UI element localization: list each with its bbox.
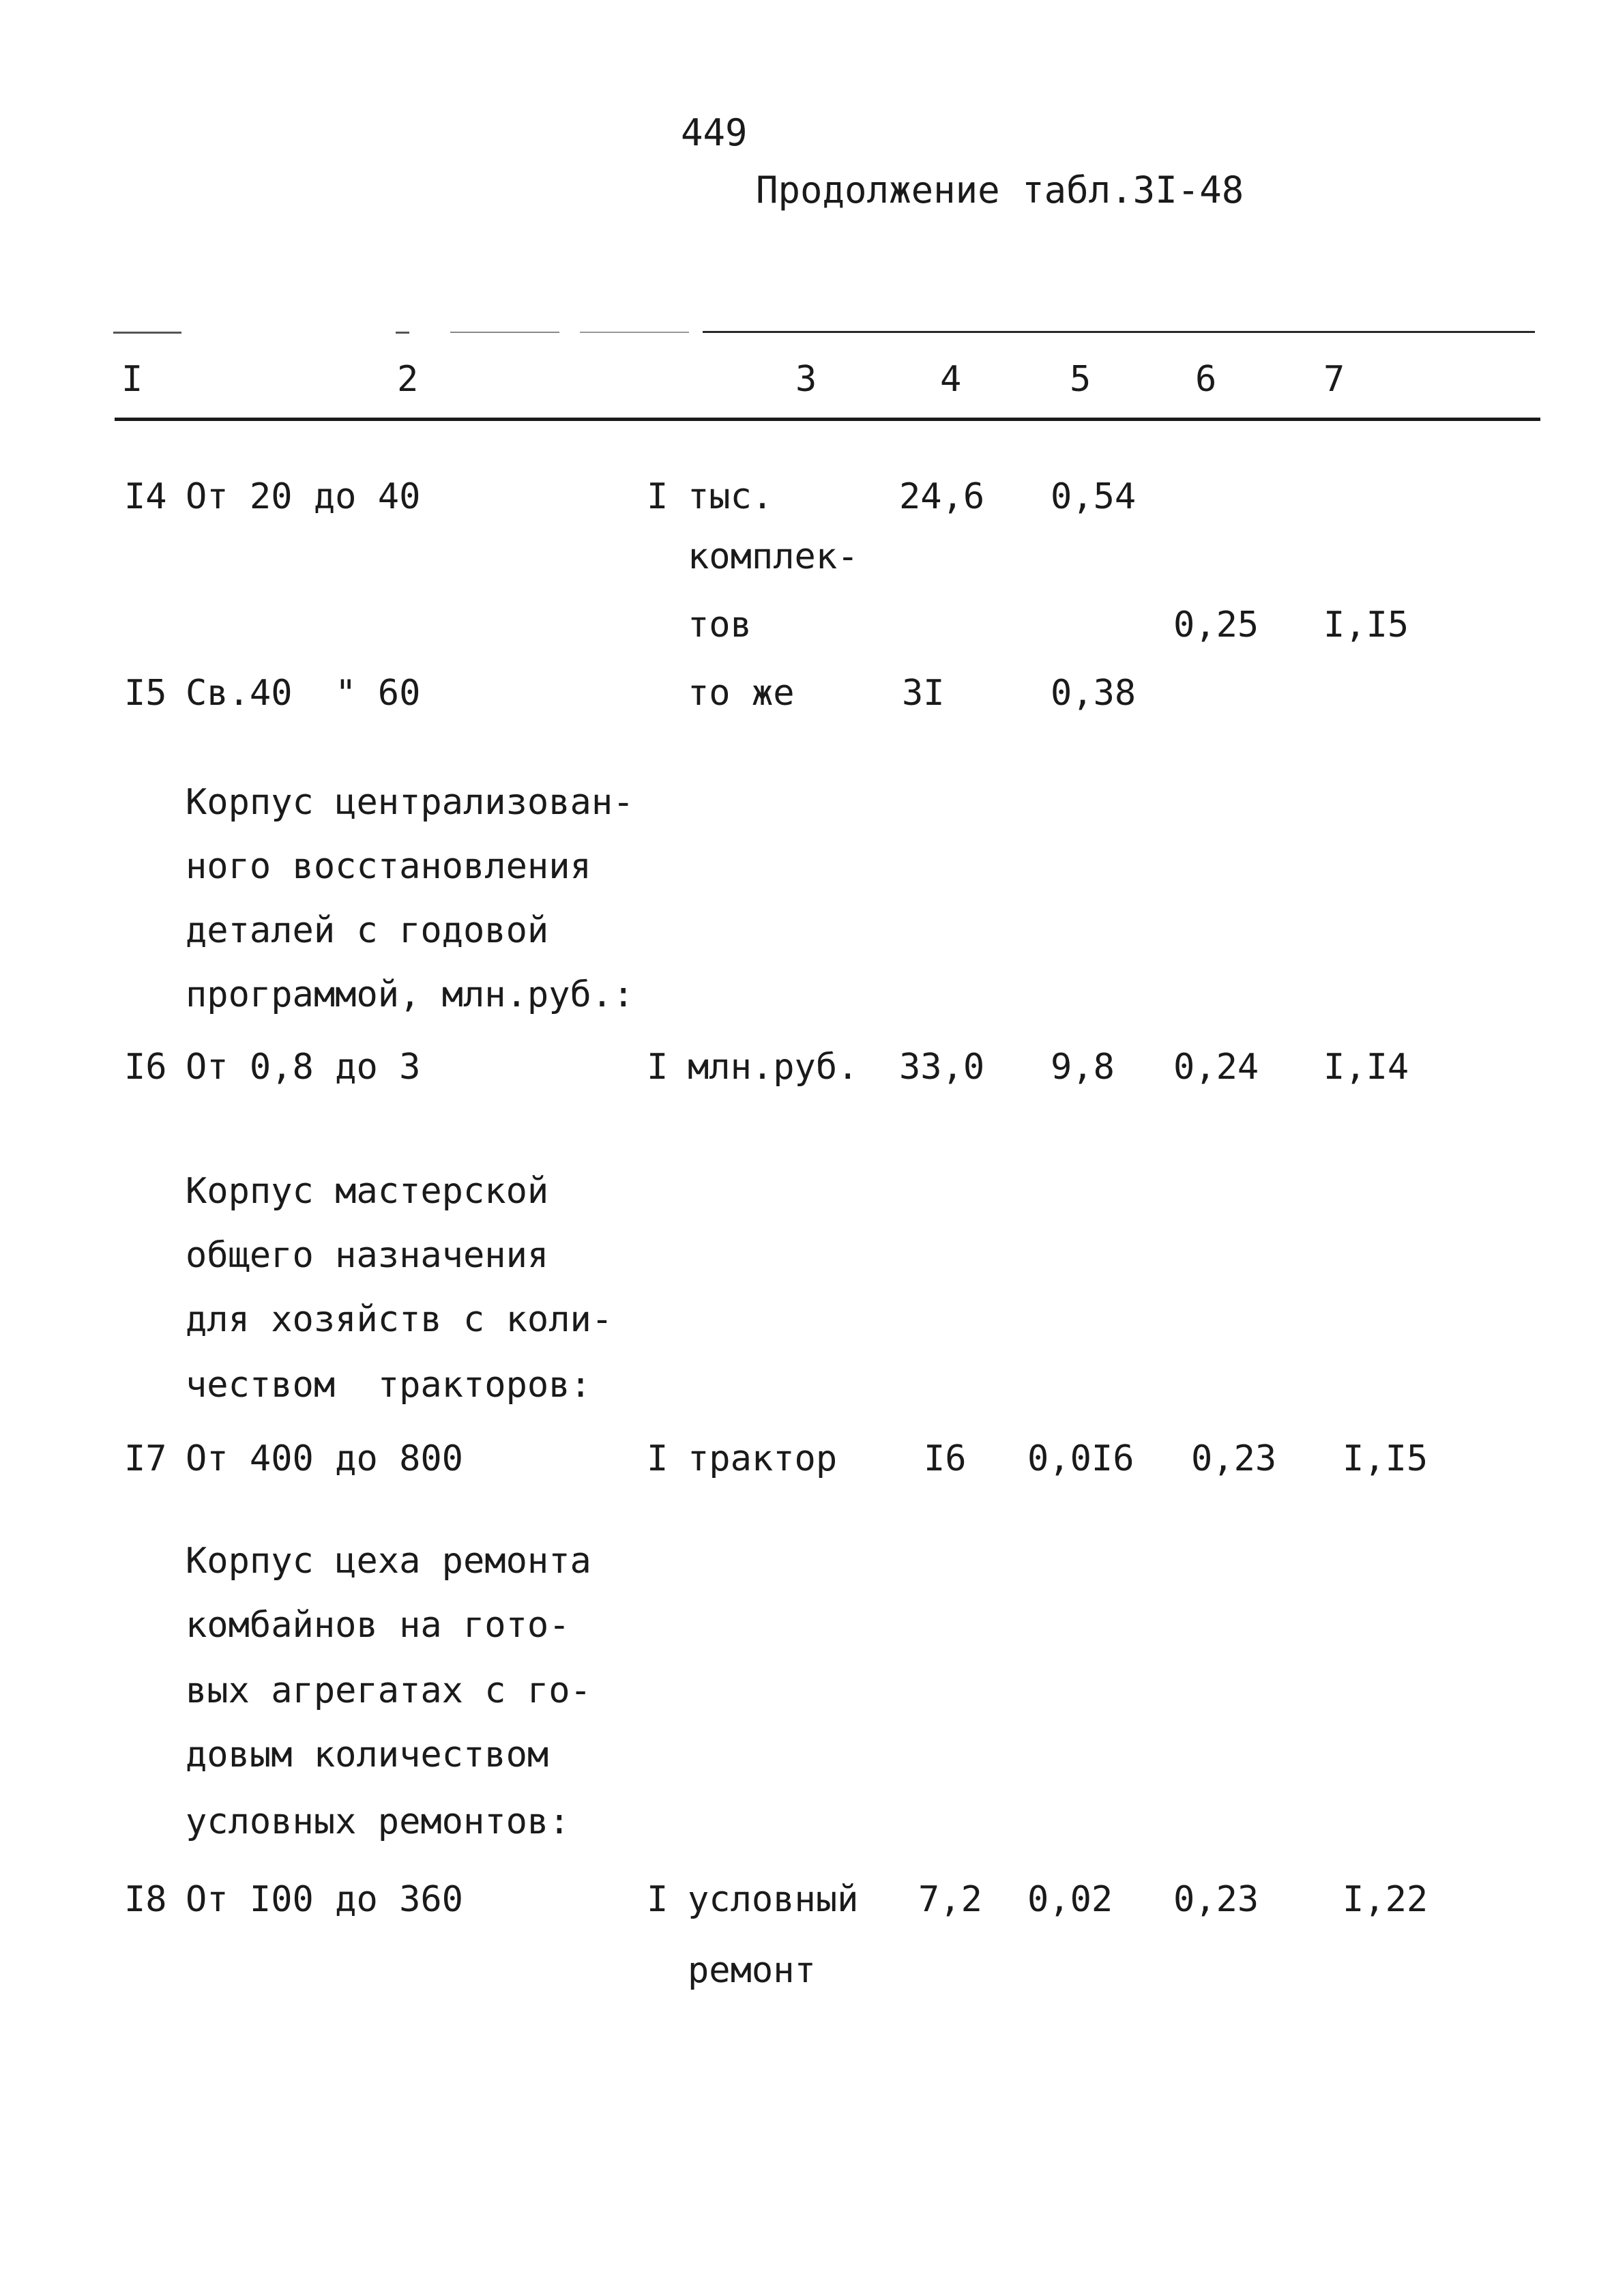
group-heading-line: деталей с годовой bbox=[186, 910, 549, 951]
row-qty: I bbox=[647, 1047, 669, 1088]
col-header-3: 3 bbox=[795, 359, 817, 400]
table-caption: Продолжение табл.3I-48 bbox=[756, 169, 1244, 212]
top-rule-fragment bbox=[580, 332, 689, 333]
group-heading-line: чеством тракторов: bbox=[186, 1365, 591, 1406]
row-col6: 0,24 bbox=[1173, 1047, 1259, 1088]
row-col5: 0,02 bbox=[1027, 1879, 1113, 1920]
col-header-6: 6 bbox=[1195, 359, 1217, 400]
page-number: 449 bbox=[681, 111, 748, 154]
row-unit: млн.руб. bbox=[688, 1047, 859, 1088]
row-col4: 3I bbox=[902, 673, 945, 714]
row-number: I5 bbox=[124, 673, 167, 714]
row-col4: I6 bbox=[924, 1438, 967, 1479]
group-heading-line: условных ремонтов: bbox=[186, 1801, 570, 1842]
row-col7: I,I5 bbox=[1343, 1438, 1428, 1479]
row-unit: тов bbox=[688, 605, 752, 645]
top-rule-fragment bbox=[450, 332, 559, 333]
col-header-7: 7 bbox=[1323, 359, 1345, 400]
group-heading-line: довым количеством bbox=[186, 1734, 549, 1775]
row-col6: 0,23 bbox=[1173, 1879, 1259, 1920]
group-heading-line: ного восстановления bbox=[186, 846, 591, 887]
group-heading-line: Корпус мастерской bbox=[186, 1171, 549, 1212]
row-col4: 7,2 bbox=[918, 1879, 982, 1920]
row-name: От 0,8 до 3 bbox=[186, 1047, 421, 1088]
row-unit: условный bbox=[688, 1879, 859, 1920]
header-rule bbox=[115, 418, 1540, 421]
row-unit: комплек- bbox=[688, 536, 859, 577]
row-col6: 0,25 bbox=[1173, 605, 1259, 645]
top-rule bbox=[703, 331, 1535, 333]
row-col7: I,I4 bbox=[1323, 1047, 1409, 1088]
row-col5: 0,0I6 bbox=[1027, 1438, 1134, 1479]
top-rule-fragment bbox=[396, 332, 409, 334]
group-heading-line: программой, млн.руб.: bbox=[186, 974, 634, 1015]
col-header-4: 4 bbox=[940, 359, 962, 400]
row-qty: I bbox=[647, 1879, 669, 1920]
col-header-2: 2 bbox=[397, 359, 419, 400]
row-col6: 0,23 bbox=[1191, 1438, 1277, 1479]
row-col4: 33,0 bbox=[899, 1047, 985, 1088]
row-number: I7 bbox=[124, 1438, 167, 1479]
group-heading-line: для хозяйств с коли- bbox=[186, 1299, 613, 1340]
row-name: От 20 до 40 bbox=[186, 476, 421, 517]
row-name: Св.40 " 60 bbox=[186, 673, 421, 714]
row-unit: тыс. bbox=[688, 476, 774, 517]
col-header-1: I bbox=[121, 359, 143, 400]
row-col4: 24,6 bbox=[899, 476, 985, 517]
row-number: I6 bbox=[124, 1047, 167, 1088]
row-col7: I,22 bbox=[1343, 1879, 1428, 1920]
group-heading-line: Корпус цеха ремонта bbox=[186, 1541, 591, 1582]
row-col5: 0,54 bbox=[1051, 476, 1137, 517]
row-qty: I bbox=[647, 476, 669, 517]
row-unit: то же bbox=[688, 673, 795, 714]
row-unit: ремонт bbox=[688, 1950, 816, 1991]
row-name: От I00 до 360 bbox=[186, 1879, 463, 1920]
group-heading-line: Корпус централизован- bbox=[186, 782, 634, 823]
row-col5: 0,38 bbox=[1051, 673, 1137, 714]
group-heading-line: общего назначения bbox=[186, 1235, 549, 1276]
row-qty: I bbox=[647, 1438, 669, 1479]
col-header-5: 5 bbox=[1070, 359, 1091, 400]
row-col5: 9,8 bbox=[1051, 1047, 1115, 1088]
top-rule-fragment bbox=[113, 332, 181, 334]
row-unit: трактор bbox=[688, 1438, 838, 1479]
row-name: От 400 до 800 bbox=[186, 1438, 463, 1479]
row-number: I8 bbox=[124, 1879, 167, 1920]
group-heading-line: вых агрегатах с го- bbox=[186, 1670, 591, 1711]
row-col7: I,I5 bbox=[1323, 605, 1409, 645]
group-heading-line: комбайнов на гото- bbox=[186, 1605, 570, 1646]
row-number: I4 bbox=[124, 476, 167, 517]
